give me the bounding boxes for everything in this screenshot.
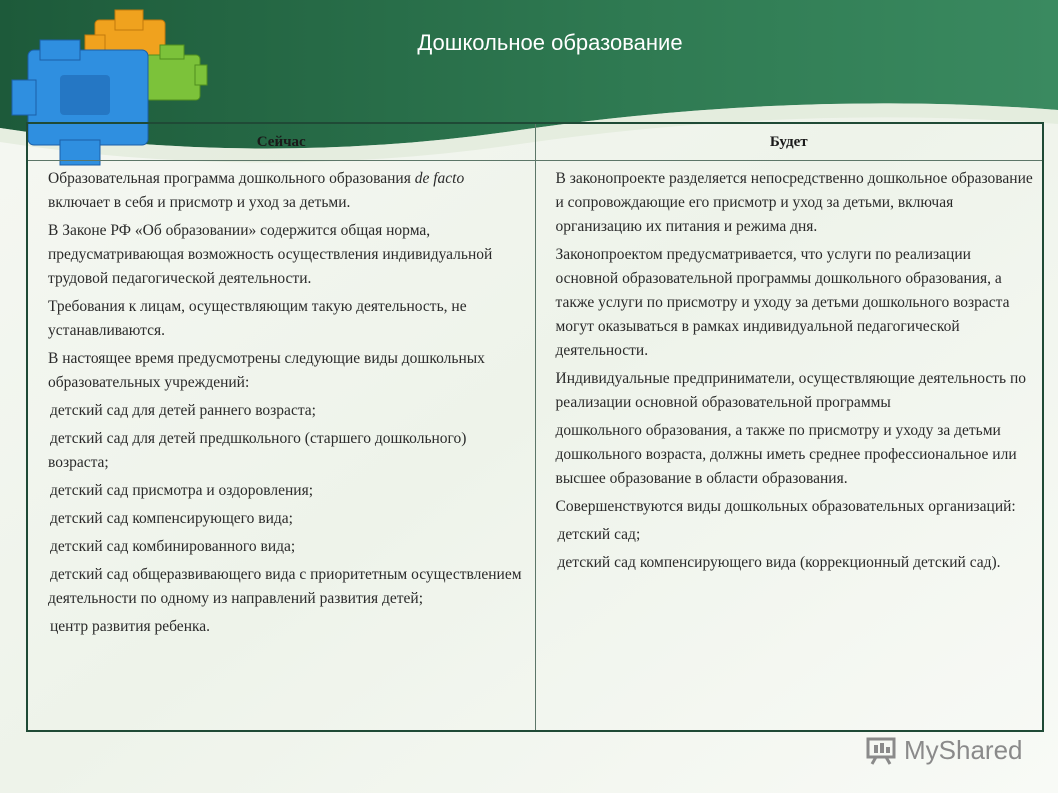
now-list-item: детский сад компенсирующего вида; [50, 510, 293, 527]
now-list-item: детский сад для детей раннего возраста; [50, 402, 316, 419]
now-list-item: центр развития ребенка. [50, 618, 211, 635]
column-header-now: Сейчас [27, 123, 535, 161]
future-paragraph-4: дошкольного образования, а также по присмотру и уходу за детьми дошкольного возраста, должны иметь среднее профессиональное или высшее образование в области образования. [555, 422, 1017, 487]
now-paragraph-4: В настоящее время предусмотрены следующие виды дошкольных образовательных учреждений: [48, 350, 485, 391]
logo-text: MyShared [904, 734, 1023, 765]
future-cell [535, 161, 1043, 732]
now-paragraph-1: Образовательная программа дошкольного образования de facto включает в себя и присмотр и уход за детьми. [48, 170, 465, 211]
column-header-future: Будет [535, 123, 1043, 161]
myshared-logo [866, 732, 1023, 768]
future-paragraph-5: Совершенствуются виды дошкольных образовательных организаций: [555, 498, 1016, 515]
now-list-item: детский сад для детей предшкольного (старшего дошкольного) возраста; [48, 430, 467, 471]
future-paragraph-2: Законопроектом предусматривается, что услуги по реализации основной образовательной программы дошкольного образования, а также услуги по присмотру и уходу за детьми дошкольного возраста могут оказываться в рамках индивидуальной педагогической деятельности. [555, 246, 1010, 359]
future-paragraph-3: Индивидуальные предприниматели, осуществляющие деятельность по реализации основной образовательной программы [555, 370, 1027, 411]
future-paragraph-1: В законопроекте разделяется непосредственно дошкольное образование и сопровождающие его присмотр и уход за детьми, включая организацию их питания и режима дня. [555, 170, 1033, 235]
presentation-board-icon [866, 735, 900, 765]
now-paragraph-3: Требования к лицам, осуществляющим такую деятельность, не устанавливаются. [48, 298, 467, 339]
now-list-item: детский сад комбинированного вида; [50, 538, 296, 555]
now-cell [27, 161, 535, 732]
future-list-item: детский сад компенсирующего вида (коррекционный детский сад). [557, 554, 1001, 571]
table-row [27, 161, 1043, 732]
now-paragraph-2: В Законе РФ «Об образовании» содержится общая норма, предусматривающая возможность осуществления индивидуальной трудовой педагогической деятельности. [48, 222, 493, 287]
table-header-row [27, 123, 1043, 161]
comparison-table [26, 122, 1044, 732]
now-list-item: детский сад присмотра и оздоровления; [50, 482, 314, 499]
future-list-item: детский сад; [557, 526, 641, 543]
slide-title: Дошкольное образование [417, 30, 683, 55]
now-list-item: детский сад общеразвивающего вида с приоритетным осуществлением деятельности по одному из направлений развития детей; [48, 566, 522, 607]
